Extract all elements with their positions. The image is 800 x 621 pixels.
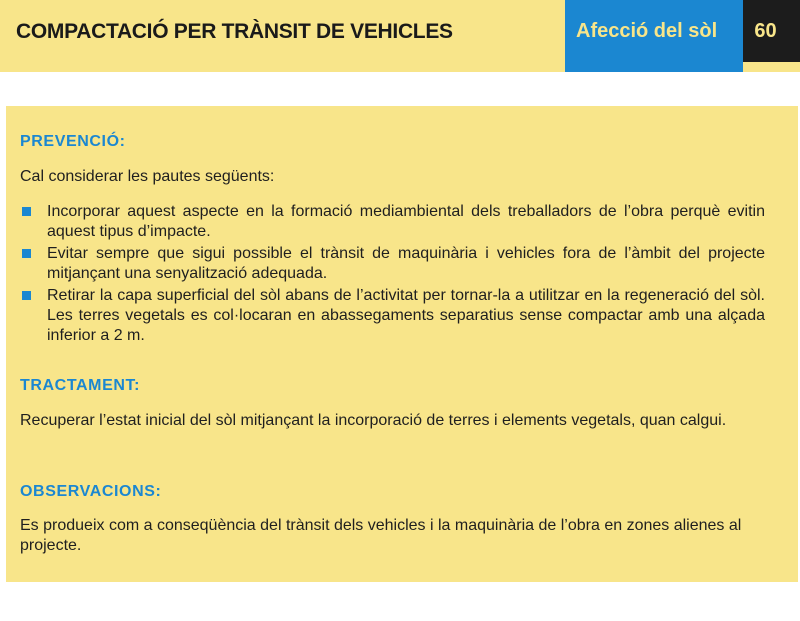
heading-tractament: TRACTAMENT:	[20, 377, 141, 394]
prevencio-intro: Cal considerar les pautes següents:	[20, 168, 275, 185]
list-item	[20, 286, 765, 346]
heading-observacions: OBSERVACIONS:	[20, 483, 162, 500]
page-title: COMPACTACIÓ PER TRÀNSIT DE VEHICLES	[16, 20, 453, 43]
square-bullet-icon	[22, 291, 31, 300]
content-panel	[6, 106, 798, 582]
square-bullet-icon	[22, 249, 31, 258]
heading-prevencio: PREVENCIÓ:	[20, 133, 126, 150]
square-bullet-icon	[22, 207, 31, 216]
list-item-text: Retirar la capa superficial del sòl abans de l’activitat per tornar-la a utilitzar en la regeneració del sòl. Les terres vegetals es col·locaran en abassegaments separatius sense compactar amb una alçada inferior a 2 m.	[47, 287, 765, 344]
list-item	[20, 202, 765, 242]
page-number-box	[743, 0, 800, 62]
header-bar	[0, 0, 800, 72]
tractament-text: Recuperar l’estat inicial del sòl mitjançant la incorporació de terres i elements vegetals, quan calgui.	[20, 412, 727, 429]
list-item-text: Evitar sempre que sigui possible el trànsit de maquinària i vehicles fora de l’àmbit del projecte mitjançant una senyalització adequada.	[47, 245, 765, 282]
section-label: Afecció del sòl	[576, 20, 718, 42]
section-tab	[565, 0, 743, 72]
prevencio-list	[20, 202, 765, 348]
list-item-text: Incorporar aquest aspecte en la formació mediambiental dels treballadors de l’obra perquè evitin aquest tipus d’impacte.	[47, 203, 765, 240]
page-number: 60	[754, 20, 777, 42]
list-item	[20, 244, 765, 284]
observacions-text: Es produeix com a conseqüència del trànsit dels vehicles i la maquinària de l’obra en zones alienes al projecte.	[20, 517, 742, 554]
